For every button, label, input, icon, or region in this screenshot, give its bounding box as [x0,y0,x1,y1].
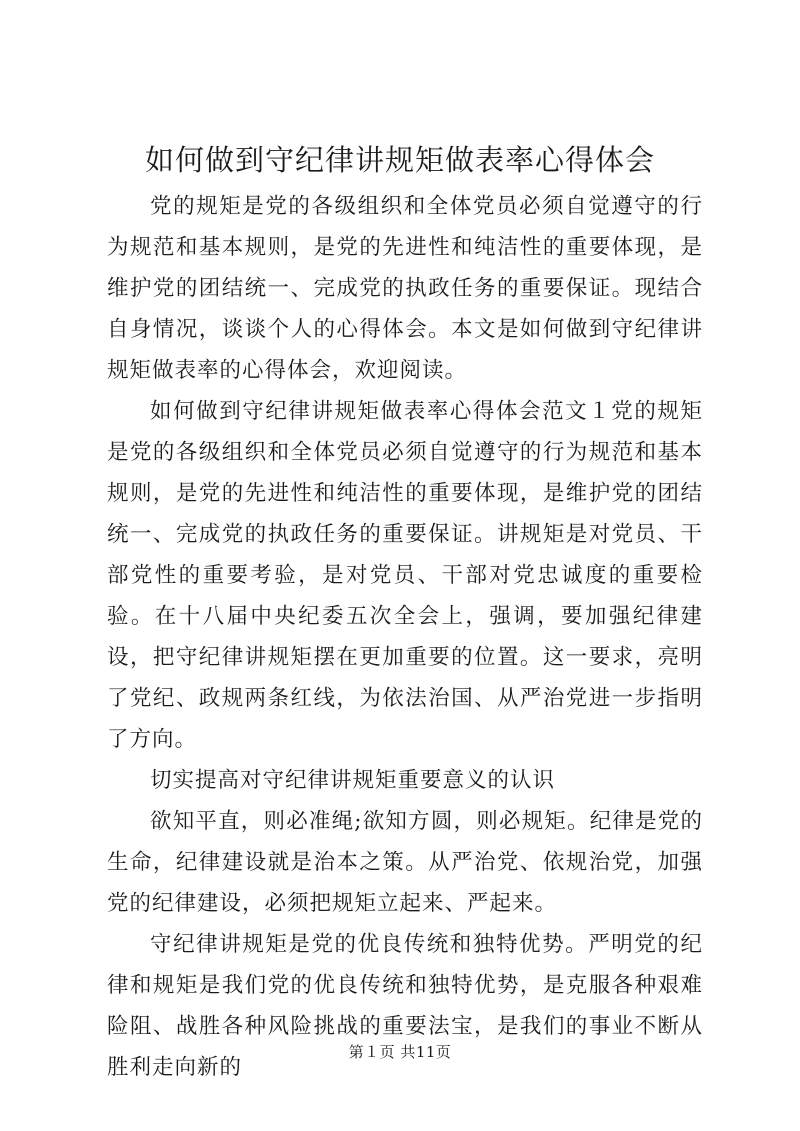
paragraph-intro: 党的规矩是党的各级组织和全体党员必须自觉遵守的行为规范和基本规则，是党的先进性和纯洁性的重要体现，是维护党的团结统一、完成党的执政任务的重要保证。现结合自身情况，谈谈个人的心得体会。本文是如何做到守纪律讲规矩做表率的心得体会，欢迎阅读。 [107,194,703,383]
document-title: 如何做到守纪律讲规矩做表率心得体会 [144,143,655,177]
paragraph-rules: 欲知平直，则必准绳;欲知方圆，则必规矩。纪律是党的生命，纪律建设就是治本之策。从严治党、依规治党，加强党的纪律建设，必须把规矩立起来、严起来。 [107,809,703,916]
page-number-footer: 第１页 共11页 [348,1043,452,1061]
paragraph-sample-1: 如何做到守纪律讲规矩做表率心得体会范文１党的规矩是党的各级组织和全体党员必须自觉遵守的行为规范和基本规则，是党的先进性和纯洁性的重要体现，是维护党的团结统一、完成党的执政任务的重要保证。讲规矩是对党员、干部党性的重要考验，是对党员、干部对党忠诚度的重要检验。在十八届中央纪委五次全会上，强调，要加强纪律建设，把守纪律讲规矩摆在更加重要的位置。这一要求，亮明了党纪、政规两条红线，为依法治国、从严治党进一步指明了方向。 [107,399,703,752]
paragraph-tradition: 守纪律讲规矩是党的优良传统和独特优势。严明党的纪律和规矩是我们党的优良传统和独特优势，是克服各种艰难险阻、战胜各种风险挑战的重要法宝，是我们的事业不断从胜利走向新的 [107,932,703,1080]
document-body [107,186,703,1088]
section-heading: 切实提高对守纪律讲规矩重要意义的认识 [150,768,556,793]
